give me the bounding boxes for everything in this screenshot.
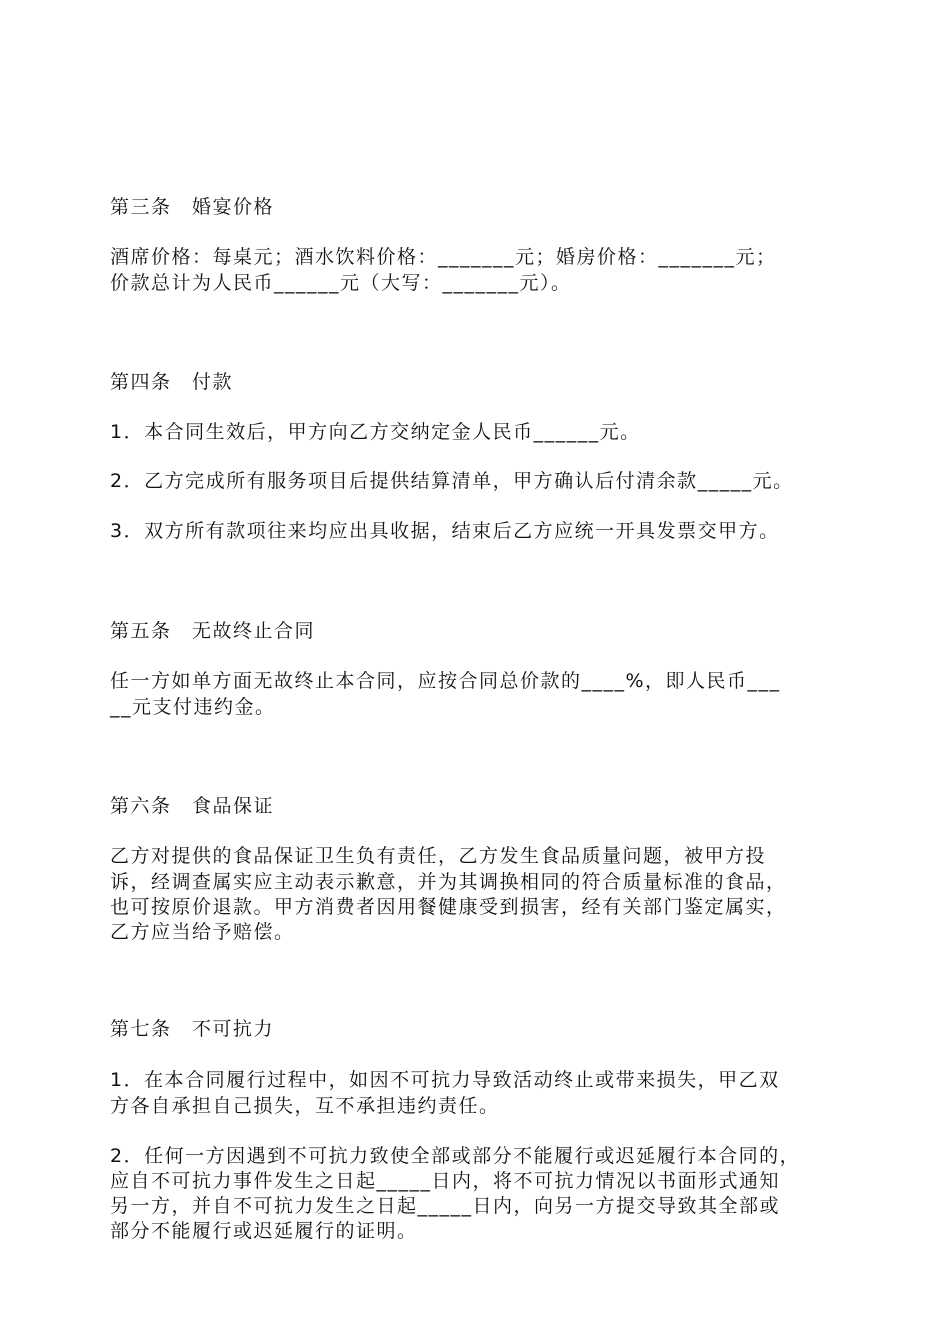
section-7-para-2-line-3: 另一方，并自不可抗力发生之日起_____日内，向另一方提交导致其全部或: [110, 1195, 781, 1217]
section-7-heading: 第七条 不可抗力: [110, 1018, 275, 1040]
section-6-heading: 第六条 食品保证: [110, 795, 275, 817]
section-6-para-1-line-3: 也可按原价退款。甲方消费者因用餐健康受到损害，经有关部门鉴定属实，: [110, 896, 787, 918]
section-4-para-1-line-1: 1．本合同生效后，甲方向乙方交纳定金人民币______元。: [110, 421, 641, 443]
section-7-para-2-line-1: 2．任何一方因遇到不可抗力致使全部或部分不能履行或迟延履行本合同的，: [110, 1145, 801, 1167]
section-4-para-3-line-1: 3．双方所有款项往来均应出具收据，结束后乙方应统一开具发票交甲方。: [110, 520, 780, 542]
section-7-para-1-line-2: 方各自承担自己损失，互不承担违约责任。: [110, 1095, 500, 1117]
section-5-para-1-line-2: __元支付违约金。: [110, 696, 276, 718]
section-5-heading: 第五条 无故终止合同: [110, 620, 316, 642]
section-5-para-1-line-1: 任一方如单方面无故终止本合同，应按合同总价款的____%，即人民币___: [110, 670, 781, 692]
section-6-para-1-line-2: 诉，经调查属实应主动表示歉意，并为其调换相同的符合质量标准的食品，: [110, 871, 787, 893]
section-7-para-2-line-4: 部分不能履行或迟延履行的证明。: [110, 1220, 418, 1242]
section-3-para-1-line-2: 价款总计为人民币______元（大写：_______元）。: [110, 272, 572, 294]
section-6-para-1-line-4: 乙方应当给予赔偿。: [110, 921, 295, 943]
section-7-para-2-line-2: 应自不可抗力事件发生之日起_____日内，将不可抗力情况以书面形式通知: [110, 1170, 781, 1192]
section-3-para-1-line-1: 酒席价格：每桌元；酒水饮料价格：_______元；婚房价格：_______元；: [110, 246, 777, 268]
section-4-heading: 第四条 付款: [110, 371, 234, 393]
section-7-para-1-line-1: 1．在本合同履行过程中，如因不可抗力导致活动终止或带来损失，甲乙双: [110, 1069, 780, 1091]
section-3-heading: 第三条 婚宴价格: [110, 196, 275, 218]
section-4-para-2-line-1: 2．乙方完成所有服务项目后提供结算清单，甲方确认后付清余款_____元。: [110, 470, 794, 492]
section-6-para-1-line-1: 乙方对提供的食品保证卫生负有责任，乙方发生食品质量问题，被甲方投: [110, 845, 767, 867]
